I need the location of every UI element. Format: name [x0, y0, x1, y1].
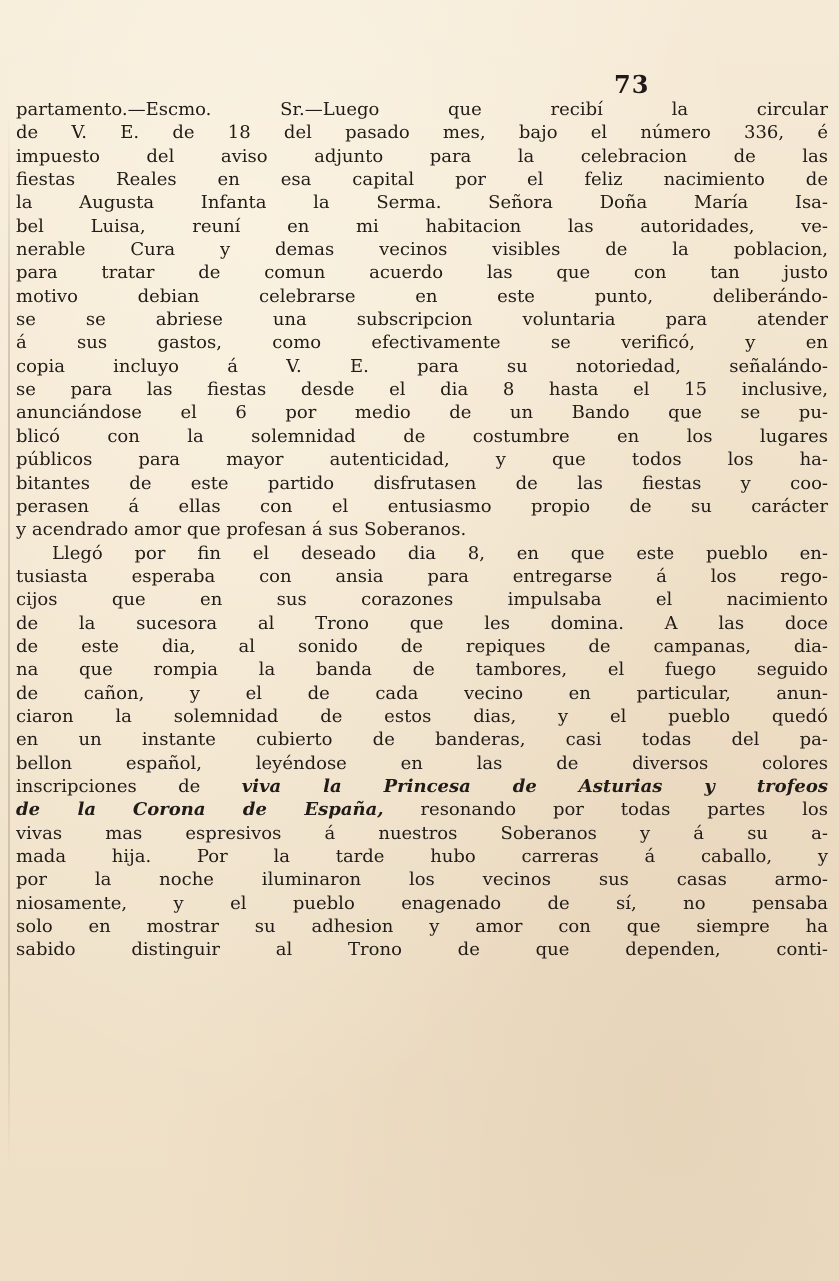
text-line: blicó con la solemnidad de costumbre en los lugares: [16, 425, 828, 447]
text-line: Llegó por fin el deseado dia 8, en que este pueblo en-: [52, 542, 828, 564]
text-line: bel Luisa, reuní en mi habitacion las autoridades, ve-: [16, 215, 828, 237]
italic-inscription: Corona de España,: [132, 799, 384, 821]
text-line: á sus gastos, como efectivamente se verificó, y en: [16, 332, 828, 354]
text-line: niosamente, y el pueblo enagenado de sí, no pensaba: [16, 892, 828, 914]
text-line: fiestas Reales en esa capital por el feliz nacimiento de: [16, 169, 828, 191]
text-line: partamento.—Escmo. Sr.—Luego que recibí la circular: [16, 99, 828, 120]
text-line: se para las fiestas desde el dia 8 hasta el 15 inclusive,: [16, 379, 828, 401]
text-line: para tratar de comun acuerdo las que con tan justo: [16, 262, 828, 284]
italic-inscription: viva la Princesa de Asturias y trofeos: [241, 775, 828, 797]
page-gutter-shadow: [8, 110, 10, 1170]
body-text: [16, 98, 828, 962]
text-line: de V. E. de 18 del pasado mes, bajo el número 336, é: [16, 122, 828, 144]
text-line: sabido distinguir al Trono de que dependen, conti-: [16, 939, 828, 961]
text-line: motivo debian celebrarse en este punto, deliberándo-: [16, 285, 828, 307]
text-line: na que rompia la banda de tambores, el fuego seguido: [16, 659, 828, 681]
text-line: por la noche iluminaron los vecinos sus casas armo-: [16, 869, 828, 891]
text-line: y acendrado amor que profesan á sus Soberanos.: [16, 519, 467, 541]
text-line: de cañon, y el de cada vecino en particular, anun-: [16, 682, 828, 704]
text-line: bellon español, leyéndose en las de diversos colores: [16, 752, 828, 774]
text-line: ciaron la solemnidad de estos dias, y el pueblo quedó: [16, 705, 828, 727]
text-run: inscripciones de: [16, 775, 201, 797]
text-line: perasen á ellas con el entusiasmo propio de su carácter: [16, 495, 828, 517]
text-line: anunciándose el 6 por medio de un Bando que se pu-: [16, 402, 828, 424]
text-line: bitantes de este partido disfrutasen de las fiestas y coo-: [16, 472, 828, 494]
text-line: vivas mas espresivos á nuestros Soberanos y á su a-: [16, 822, 828, 844]
text-line: cijos que en sus corazones impulsaba el nacimiento: [16, 589, 828, 611]
text-line-with-italic: [16, 798, 828, 821]
text-line: mada hija. Por la tarde hubo carreras á caballo, y: [16, 846, 828, 867]
text-run: resonando por todas partes los: [420, 799, 828, 821]
text-line: tusiasta esperaba con ansia para entregarse á los rego-: [16, 565, 828, 587]
text-line: públicos para mayor autenticidad, y que todos los ha-: [16, 449, 828, 471]
text-line: solo en mostrar su adhesion y amor con que siempre ha: [16, 916, 828, 938]
text-line: la Augusta Infanta la Serma. Señora Doña María Isa-: [16, 192, 828, 214]
text-line: de la sucesora al Trono que les domina. A las doce: [16, 612, 828, 634]
text-line-with-italic: [16, 775, 828, 798]
text-line: se se abriese una subscripcion voluntaria para atender: [16, 309, 828, 331]
text-line: en un instante cubierto de banderas, casi todas del pa-: [16, 729, 828, 751]
text-line: impuesto del aviso adjunto para la celebracion de las: [16, 145, 828, 167]
text-line: de este dia, al sonido de repiques de campanas, dia-: [16, 635, 828, 657]
text-line: copia incluyo á V. E. para su notoriedad, señalándo-: [16, 355, 828, 377]
page-number: 73: [614, 70, 650, 99]
text-run: de la: [16, 799, 96, 821]
text-line: nerable Cura y demas vecinos visibles de la poblacion,: [16, 239, 828, 261]
